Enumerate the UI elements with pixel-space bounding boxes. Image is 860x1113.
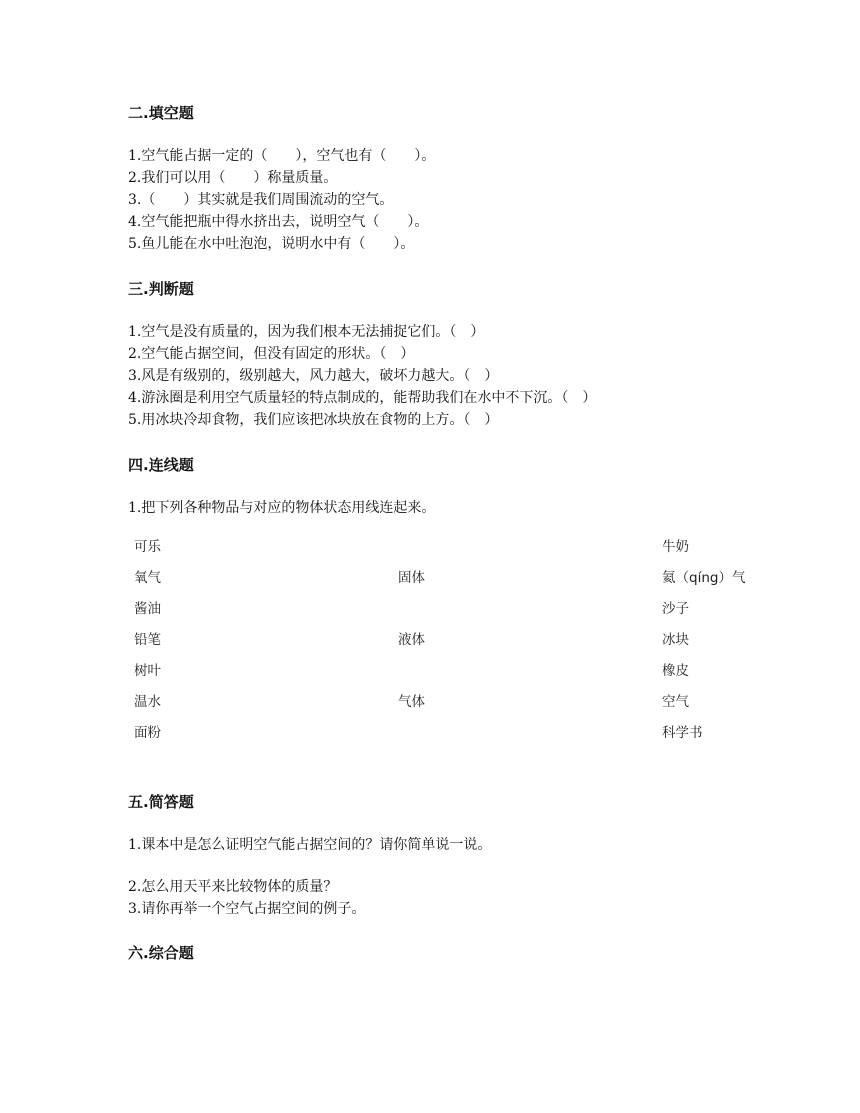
section-heading-true-false: 三.判断题 — [128, 280, 194, 298]
short-answer-item-1: 1.课本中是怎么证明空气能占据空间的？请你简单说一说。 — [128, 837, 492, 853]
matching-right-item: 空气 — [662, 694, 689, 710]
true-false-item-5: 5.用冰块冷却食物，我们应该把冰块放在食物的上方。（ ） — [128, 412, 499, 428]
section-heading-comprehensive: 六.综合题 — [128, 944, 194, 962]
matching-left-item: 温水 — [134, 694, 161, 710]
short-answer-item-2: 2.怎么用天平来比较物体的质量？ — [128, 879, 338, 895]
matching-right-item: 冰块 — [662, 632, 689, 648]
fill-blank-item-4: 4.空气能把瓶中得水挤出去，说明空气（ ）。 — [128, 214, 429, 230]
section-heading-matching: 四.连线题 — [128, 456, 194, 474]
matching-left-item: 可乐 — [134, 539, 161, 555]
matching-question: 1.把下列各种物品与对应的物体状态用线连起来。 — [128, 500, 436, 516]
matching-right-item: 牛奶 — [662, 539, 689, 555]
matching-right-item: 橡皮 — [662, 663, 689, 679]
matching-left-item: 铅笔 — [134, 632, 161, 648]
matching-state-liquid: 液体 — [398, 632, 425, 648]
true-false-item-3: 3.风是有级别的，级别越大，风力越大，破坏力越大。（ ） — [128, 368, 499, 384]
matching-left-item: 酱油 — [134, 601, 161, 617]
short-answer-item-3: 3.请你再举一个空气占据空间的例子。 — [128, 901, 366, 917]
matching-left-item: 树叶 — [134, 663, 161, 679]
true-false-item-4: 4.游泳圈是利用空气质量轻的特点制成的，能帮助我们在水中不下沉。（ ） — [128, 390, 597, 406]
section-heading-short-answer: 五.简答题 — [128, 793, 194, 811]
matching-right-item: 氦（qíng）气 — [662, 570, 746, 586]
fill-blank-item-1: 1.空气能占据一定的（ ），空气也有（ ）。 — [128, 148, 436, 164]
true-false-item-2: 2.空气能占据空间，但没有固定的形状。（ ） — [128, 346, 415, 362]
matching-state-solid: 固体 — [398, 570, 425, 586]
fill-blank-item-3: 3.（ ）其实就是我们周围流动的空气。 — [128, 192, 394, 208]
matching-left-item: 氧气 — [134, 570, 161, 586]
true-false-item-1: 1.空气是没有质量的，因为我们根本无法捕捉它们。（ ） — [128, 324, 485, 340]
matching-right-item: 科学书 — [662, 725, 703, 741]
section-heading-fill-blank: 二.填空题 — [128, 104, 194, 122]
matching-right-item: 沙子 — [662, 601, 689, 617]
fill-blank-item-2: 2.我们可以用（ ）称量质量。 — [128, 170, 338, 186]
matching-left-item: 面粉 — [134, 725, 161, 741]
matching-state-gas: 气体 — [398, 694, 425, 710]
fill-blank-item-5: 5.鱼儿能在水中吐泡泡，说明水中有（ ）。 — [128, 236, 415, 252]
